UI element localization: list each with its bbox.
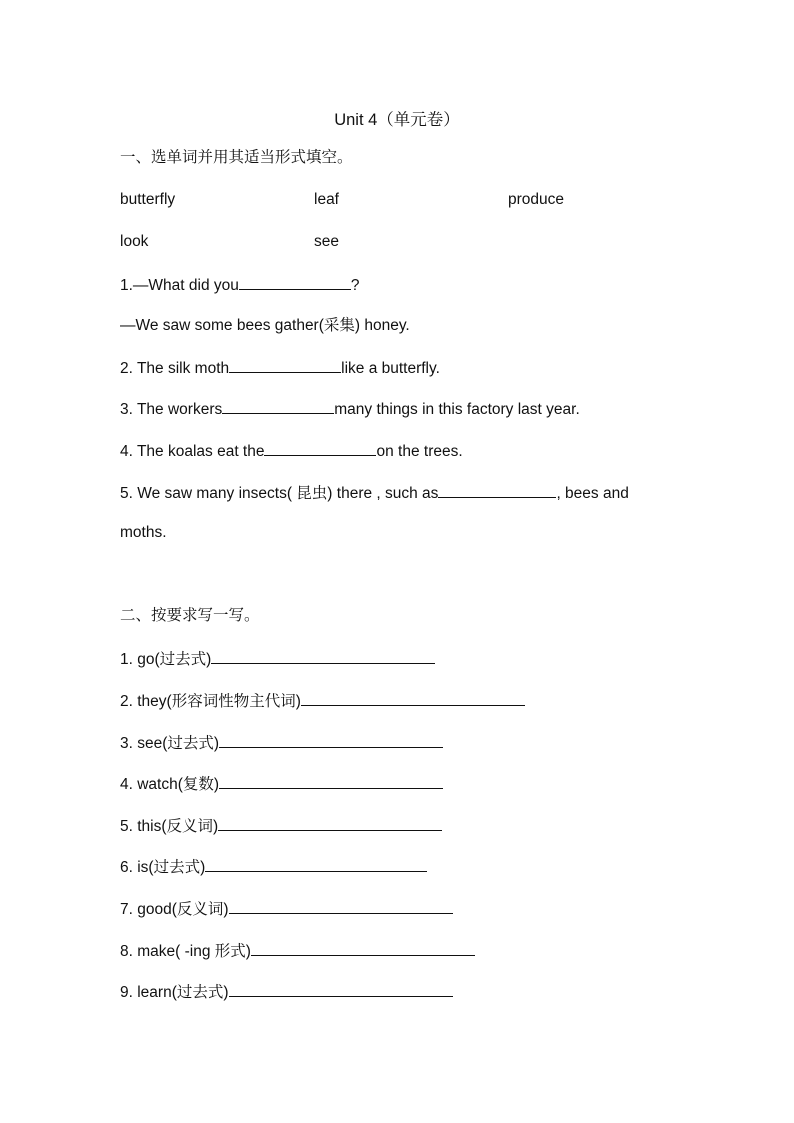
list-item [120, 940, 475, 962]
answer-blank[interactable] [229, 981, 453, 997]
list-item [120, 981, 453, 1003]
question-5-continued: moths. [120, 524, 167, 541]
list-item [120, 815, 442, 837]
item-prompt: 5. this(反义词) [120, 818, 219, 835]
list-item [120, 898, 453, 920]
question-text: like a butterfly. [341, 360, 440, 377]
answer-blank[interactable] [205, 856, 427, 872]
section2-heading: 二、按要求写一写。 [120, 607, 260, 624]
answer-blank[interactable] [211, 648, 435, 664]
question-2 [120, 357, 440, 379]
answer-blank[interactable] [219, 773, 443, 789]
answer-blank[interactable] [222, 398, 334, 414]
item-prompt: 4. watch(复数) [120, 776, 220, 793]
word-option: butterfly [120, 191, 176, 208]
page-title: Unit 4（单元卷） [334, 111, 460, 129]
item-prompt: 6. is(过去式) [120, 859, 206, 876]
answer-blank[interactable] [229, 357, 341, 373]
item-prompt: 3. see(过去式) [120, 735, 220, 752]
answer-blank[interactable] [251, 940, 475, 956]
word-option: see [314, 233, 339, 250]
item-prompt: 7. good(反义词) [120, 901, 229, 918]
question-4 [120, 440, 463, 462]
word-option: look [120, 233, 149, 250]
item-prompt: 1. go(过去式) [120, 651, 212, 668]
answer-blank[interactable] [229, 898, 453, 914]
question-text: 2. The silk moth [120, 360, 230, 377]
answer-blank[interactable] [218, 815, 442, 831]
question-text: many things in this factory last year. [334, 401, 580, 418]
question-3 [120, 398, 580, 420]
question-1b: —We saw some bees gather(采集) honey. [120, 317, 410, 334]
question-text: 3. The workers [120, 401, 223, 418]
item-prompt: 2. they(形容词性物主代词) [120, 693, 301, 710]
answer-blank[interactable] [438, 482, 556, 498]
item-prompt: 8. make( -ing 形式) [120, 943, 251, 960]
item-prompt: 9. learn(过去式) [120, 984, 229, 1001]
answer-blank[interactable] [219, 732, 443, 748]
list-item [120, 732, 443, 754]
list-item [120, 773, 443, 795]
answer-blank[interactable] [264, 440, 376, 456]
list-item [120, 856, 427, 878]
list-item [120, 690, 525, 712]
word-option: produce [508, 191, 565, 208]
question-5 [120, 482, 629, 504]
question-text: 5. We saw many insects( 昆虫) there , such as [120, 485, 439, 502]
question-text: , bees and [556, 485, 629, 502]
word-option: leaf [314, 191, 339, 208]
question-1a [120, 274, 360, 296]
question-text: 4. The koalas eat the [120, 443, 265, 460]
question-text: 1.—What did you [120, 277, 239, 294]
question-text: ? [350, 277, 360, 294]
answer-blank[interactable] [301, 690, 525, 706]
answer-blank[interactable] [239, 274, 351, 290]
list-item [120, 648, 435, 670]
question-text: on the trees. [376, 443, 463, 460]
section1-heading: 一、选单词并用其适当形式填空。 [120, 149, 353, 166]
